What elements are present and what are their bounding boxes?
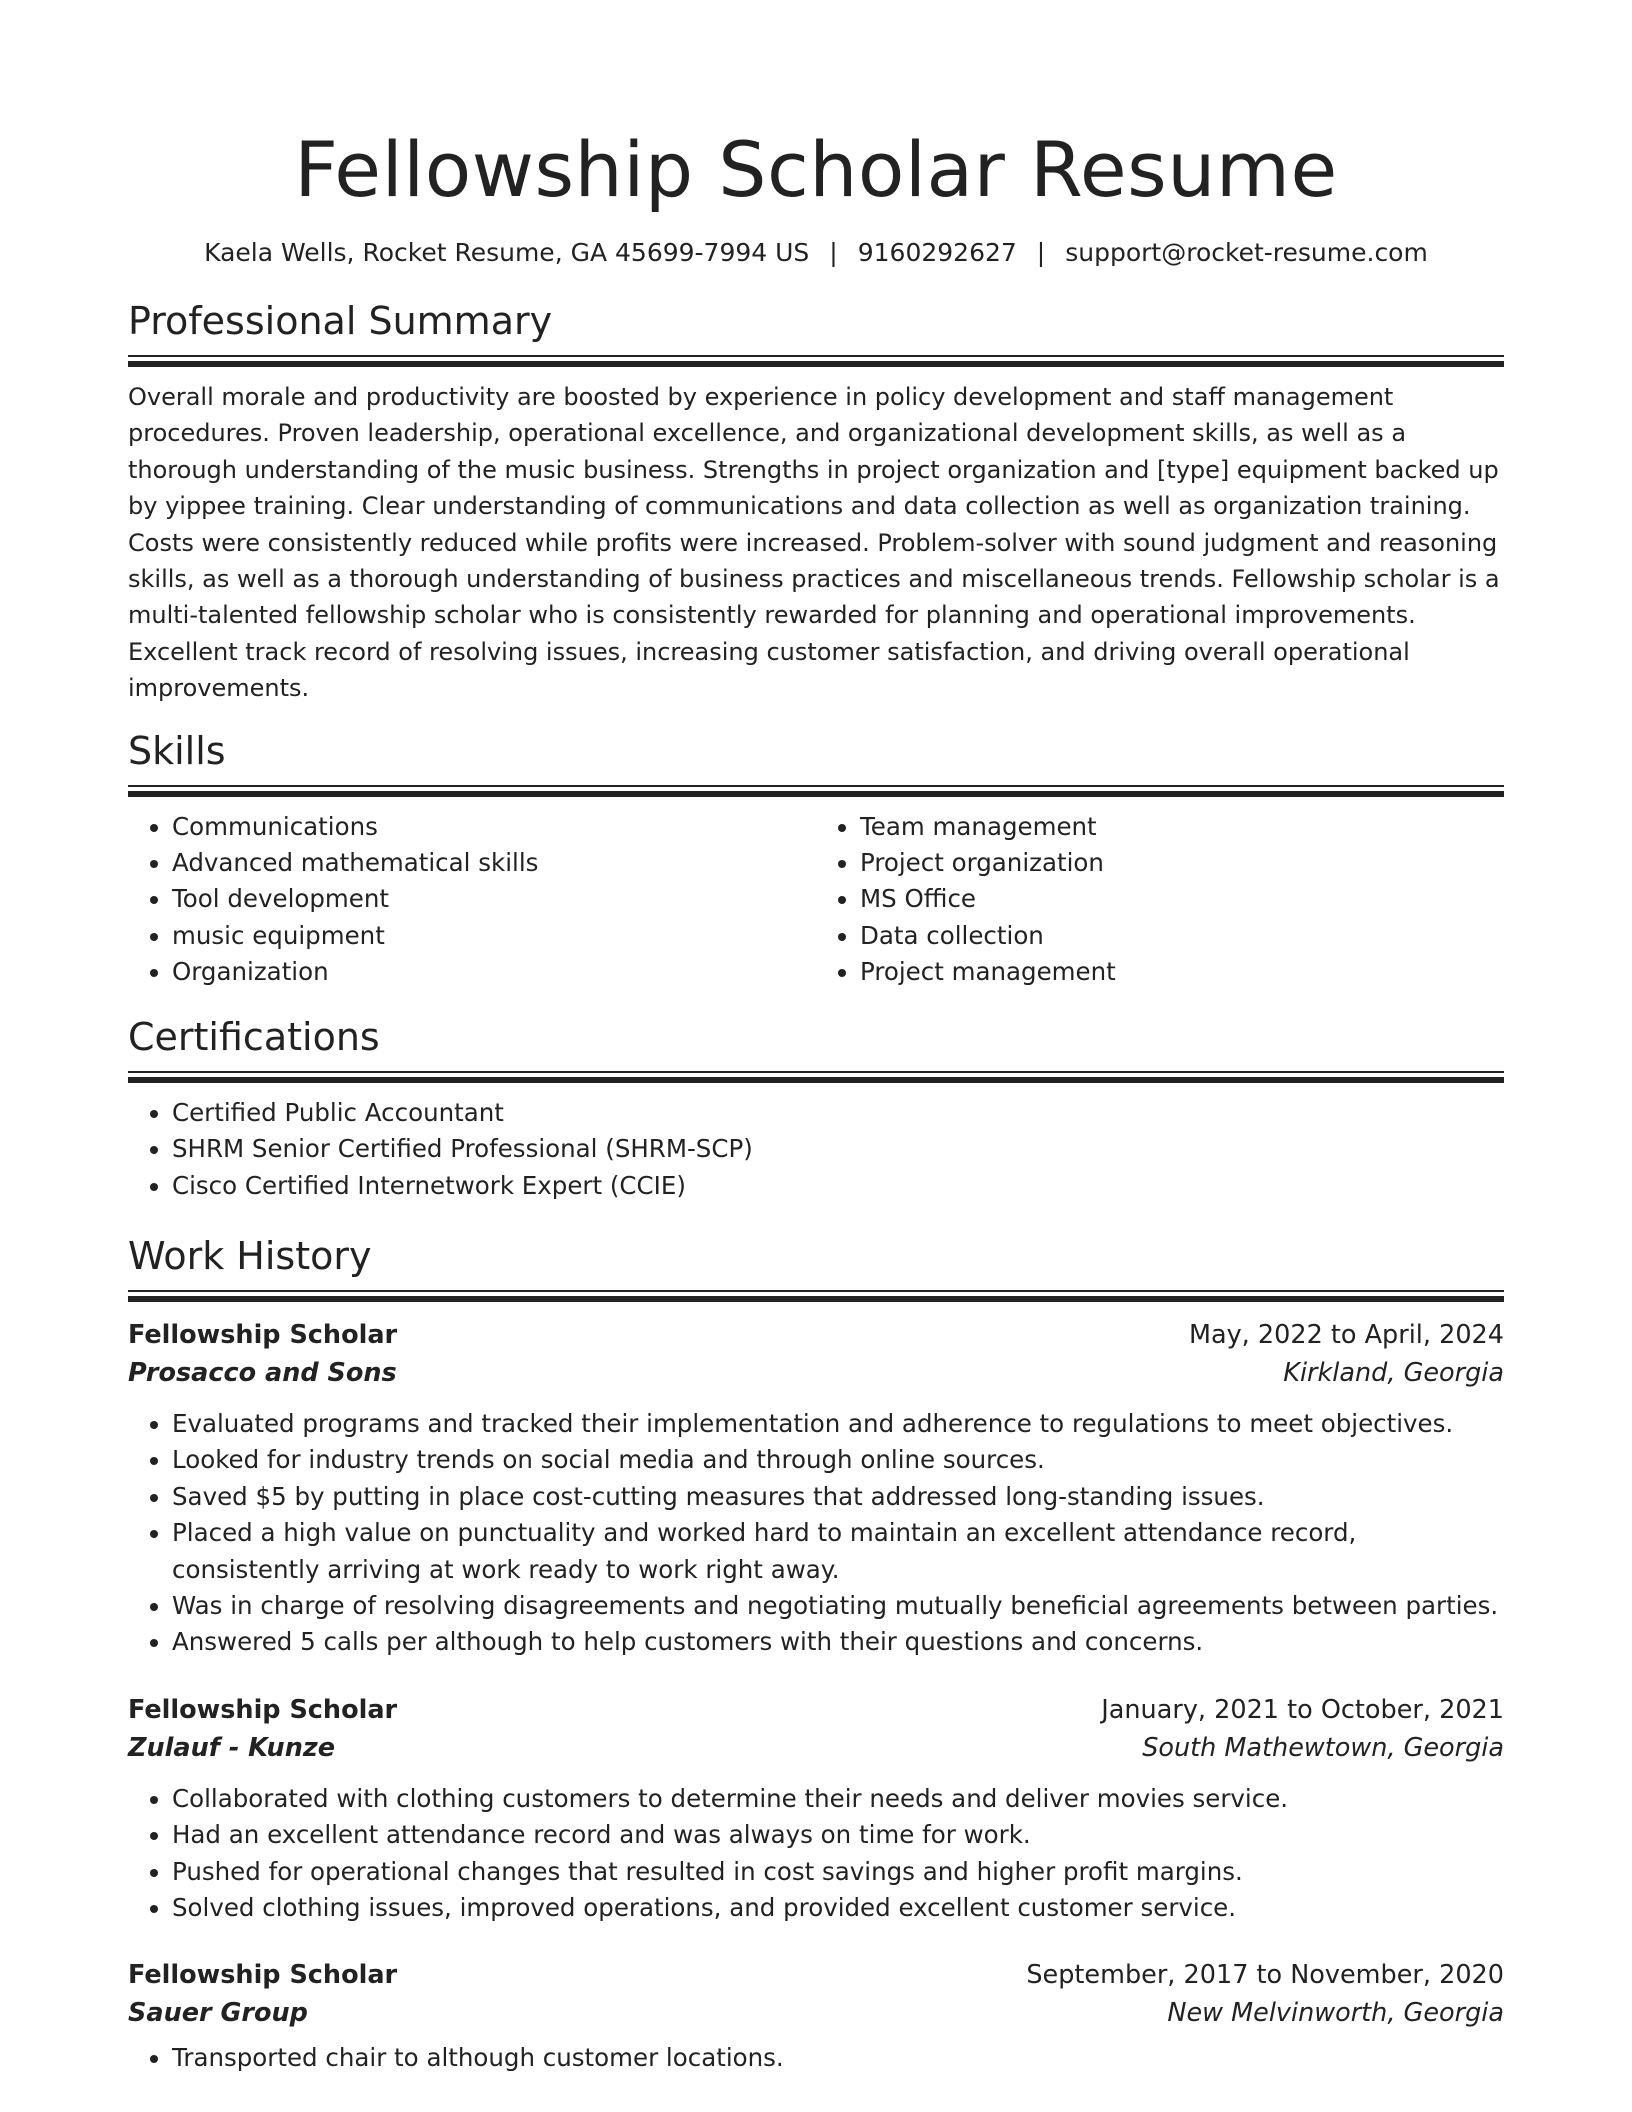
- resume-title: Fellowship Scholar Resume: [294, 125, 1338, 214]
- job-bullet: • Evaluated programs and tracked their implementation and adherence to regulations to meet objectives.: [172, 1406, 1504, 1442]
- section-divider: [128, 1290, 1504, 1302]
- skill-item: • music equipment: [172, 918, 816, 954]
- contact-phone: 9160292627: [857, 238, 1017, 267]
- job-bullet: • Answered 5 calls per although to help customers with their questions and concerns.: [172, 1624, 1504, 1660]
- contact-separator: |: [829, 238, 838, 267]
- job-company: Sauer Group: [128, 1998, 308, 2029]
- skill-item: • Team management: [860, 809, 1504, 845]
- skill-item: • Project management: [860, 954, 1504, 990]
- job-bullet: • Was in charge of resolving disagreements and negotiating mutually beneficial agreements between parties.: [172, 1588, 1504, 1624]
- skills-section: [128, 727, 1504, 991]
- job-location: South Mathewtown, Georgia: [1142, 1732, 1504, 1763]
- job-title: Fellowship Scholar: [128, 1960, 398, 1991]
- section-heading-certifications: Certifications: [128, 1014, 380, 1059]
- job-entry: [128, 1956, 1504, 2076]
- work-history-section: [128, 1232, 1504, 2077]
- section-heading-work-history: Work History: [128, 1233, 372, 1278]
- job-bullet: • Collaborated with clothing customers to determine their needs and deliver movies service.: [172, 1781, 1504, 1817]
- certification-item: • Certified Public Accountant: [172, 1095, 1504, 1131]
- job-bullet: • Transported chair to although customer locations.: [172, 2040, 1504, 2076]
- job-bullet: • Pushed for operational changes that resulted in cost savings and higher profit margins.: [172, 1854, 1504, 1890]
- job-title: Fellowship Scholar: [128, 1694, 398, 1725]
- job-company-row: [128, 1354, 1504, 1392]
- skill-item: • Data collection: [860, 918, 1504, 954]
- contact-separator: |: [1036, 238, 1046, 267]
- skills-list-right: [816, 809, 1504, 991]
- job-entry: [128, 1691, 1504, 1927]
- skill-item: • MS Office: [860, 881, 1504, 917]
- skill-item: • Advanced mathematical skills: [172, 845, 816, 881]
- skills-list-left: [128, 809, 816, 991]
- job-location: New Melvinworth, Georgia: [1167, 1998, 1504, 2029]
- job-bullet: • Placed a high value on punctuality and worked hard to maintain an excellent attendance record, consistently arriving at work ready to work right away.: [172, 1515, 1504, 1588]
- job-header-row: [128, 1956, 1504, 1994]
- skills-grid: [128, 809, 1504, 991]
- certification-item: • SHRM Senior Certified Professional (SHRM-SCP): [172, 1131, 1504, 1167]
- section-divider: [128, 785, 1504, 797]
- summary-section: [128, 297, 1504, 707]
- certifications-section: [128, 1013, 1504, 1204]
- contact-address: Kaela Wells, Rocket Resume, GA 45699-7994 US: [204, 238, 810, 267]
- skill-item: • Communications: [172, 809, 816, 845]
- job-company-row: [128, 1994, 1504, 2032]
- job-header-row: [128, 1316, 1504, 1354]
- section-divider: [128, 355, 1504, 367]
- skill-item: • Organization: [172, 954, 816, 990]
- job-company: Prosacco and Sons: [128, 1357, 397, 1388]
- section-heading-summary: Professional Summary: [128, 299, 553, 343]
- job-bullet: • Saved $5 by putting in place cost-cutting measures that addressed long-standing issues.: [172, 1479, 1504, 1515]
- job-location: Kirkland, Georgia: [1283, 1357, 1504, 1388]
- certification-item: • Cisco Certified Internetwork Expert (CCIE): [172, 1168, 1504, 1204]
- job-company-row: [128, 1729, 1504, 1767]
- section-heading-skills: Skills: [128, 728, 226, 773]
- job-company: Zulauf - Kunze: [128, 1732, 335, 1763]
- certifications-list: [128, 1095, 1504, 1204]
- skill-item: • Tool development: [172, 881, 816, 917]
- job-bullets: [128, 1781, 1504, 1927]
- job-dates: May, 2022 to April, 2024: [1188, 1319, 1504, 1350]
- section-divider: [128, 1071, 1504, 1083]
- job-title: Fellowship Scholar: [128, 1319, 398, 1350]
- job-header-row: [128, 1691, 1504, 1729]
- skill-item: • Project organization: [860, 845, 1504, 881]
- job-dates: September, 2017 to November, 2020: [1026, 1960, 1504, 1991]
- contact-line: [128, 236, 1504, 270]
- resume-page: [128, 0, 1504, 2077]
- job-bullets: [128, 2040, 1504, 2076]
- job-dates: January, 2021 to October, 2021: [1101, 1694, 1504, 1725]
- summary-text: Overall morale and productivity are boosted by experience in policy development and staff management procedures. Proven leadership, operational excellence, and organizational development skills, as well as a thorough understanding of the music business. Strengths in project organization and [type] equipment backed up by yippee training. Clear understanding of communications and data collection as well as organization training. Costs were consistently reduced while profits were increased. Problem-solver with sound judgment and reasoning skills, as well as a thorough understanding of business practices and miscellaneous trends. Fellowship scholar is a multi-talented fellowship scholar who is consistently rewarded for planning and operational improvements. Excellent track record of resolving issues, increasing customer satisfaction, and driving overall operational improvements.: [128, 383, 1500, 703]
- contact-email[interactable]: support@rocket-resume.com: [1065, 238, 1428, 267]
- job-bullet: • Looked for industry trends on social media and through online sources.: [172, 1442, 1504, 1478]
- job-bullets: [128, 1406, 1504, 1661]
- job-bullet: • Had an excellent attendance record and was always on time for work.: [172, 1817, 1504, 1853]
- job-entry: [128, 1316, 1504, 1661]
- job-bullet: • Solved clothing issues, improved operations, and provided excellent customer service.: [172, 1890, 1504, 1926]
